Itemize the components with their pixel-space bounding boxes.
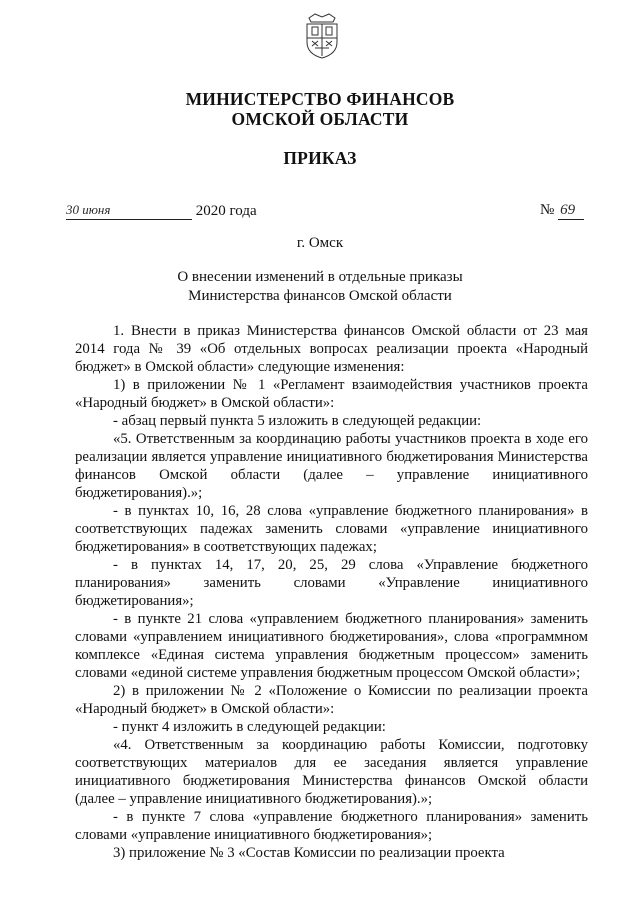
ministry-name-line1: МИНИСТЕРСТВО ФИНАНСОВ	[185, 89, 455, 109]
paragraph: - абзац первый пункта 5 изложить в следующей редакции:	[113, 413, 482, 429]
date-year: 2020 года	[195, 203, 257, 219]
document-number	[540, 201, 584, 220]
paragraph: - пункт 4 изложить в следующей редакции:	[113, 719, 386, 735]
paragraph: 2) в приложении № 2 «Положение о Комиссии по реализации проекта «Народный бюджет» в Омской области»:	[75, 683, 588, 717]
subject-line1: О внесении изменений в отдельные приказы	[177, 269, 463, 285]
city: г. Омск	[296, 235, 344, 251]
paragraph: - в пункте 7 слова «управление бюджетного планирования» заменить словами «управление инициативного бюджетирования»;	[75, 809, 588, 843]
ministry-name-line2: ОМСКОЙ ОБЛАСТИ	[231, 109, 409, 129]
document-body	[75, 322, 588, 862]
paragraph: 1) в приложении № 1 «Регламент взаимодействия участников проекта «Народный бюджет» в Омской области»:	[75, 377, 588, 411]
subject-line2: Министерства финансов Омской области	[188, 287, 452, 304]
omsk-region-coat-of-arms-icon	[303, 10, 341, 60]
document-subject	[0, 268, 640, 305]
paragraph: 3) приложение № 3 «Состав Комиссии по реализации проекта	[113, 845, 505, 861]
handwritten-number: 69	[558, 201, 584, 220]
date-line	[66, 201, 257, 220]
number-prefix: №	[540, 202, 555, 218]
paragraph: 1. Внести в приказ Министерства финансов Омской области от 23 мая 2014 года № 39 «Об отдельных вопросах реализации проекта «Народный бюджет» в Омской области» следующие изменения:	[75, 323, 588, 375]
paragraph: - в пункте 21 слова «управлением бюджетного планирования» заменить словами «управлением инициативного бюджетирования», слова «программном комплексе «Единая система управления бюджетным процессом» заменить словами «единой системе управления бюджетным процессом Омской области»;	[75, 611, 588, 681]
document-type: ПРИКАЗ	[283, 148, 357, 168]
paragraph: «4. Ответственным за координацию работы Комиссии, подготовку соответствующих материалов для ее заседания является управление инициативного бюджетирования Министерства финансов Омской области (далее – управление инициативного бюджетирования).»;	[75, 737, 588, 807]
handwritten-date: 30 июня	[66, 201, 192, 220]
paragraph: - в пунктах 14, 17, 20, 25, 29 слова «Управление бюджетного планирования» заменить словами «Управление инициативного бюджетирования»;	[75, 557, 588, 609]
paragraph: - в пунктах 10, 16, 28 слова «управление бюджетного планирования» в соответствующих падежах заменить словами «управление инициативного бюджетирования» в соответствующих падежах;	[75, 503, 588, 555]
paragraph: «5. Ответственным за координацию работы участников проекта в ходе его реализации является управление инициативного бюджетирования Министерства финансов Омской области (далее – управление инициативного бюджетирования).»;	[75, 431, 588, 501]
